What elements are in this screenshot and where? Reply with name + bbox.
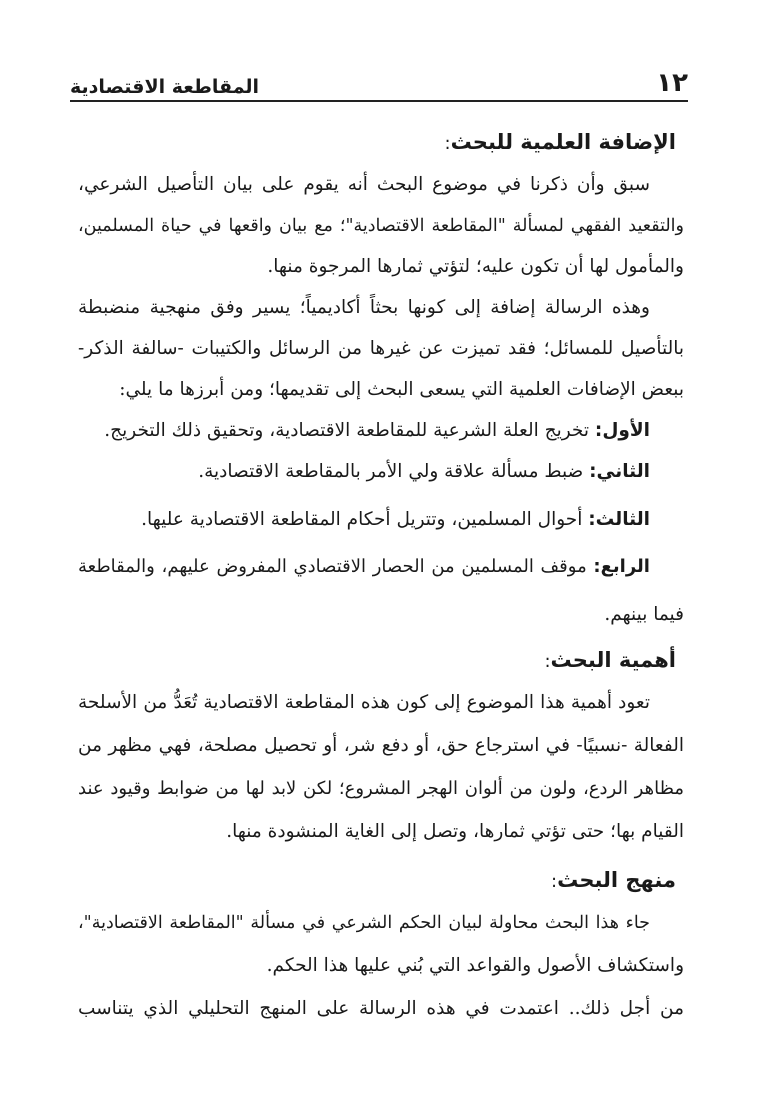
section-heading-scholarly-contribution: الإضافة العلمية للبحث:	[444, 130, 676, 154]
paragraph-line: والمأمول لها أن تكون عليه؛ لتؤتي ثمارها المرجوة منها.	[267, 256, 684, 277]
paragraph-line: ببعض الإضافات العلمية التي يسعى البحث إلى تقديمها؛ ومن أبرزها ما يلي:	[119, 379, 684, 400]
page-header	[70, 58, 688, 102]
paragraph-line: من أجل ذلك.. اعتمدت في هذه الرسالة على المنهج التحليلي الذي يتناسب	[78, 998, 684, 1019]
section-heading-importance: أهمية البحث:	[544, 648, 676, 672]
list-item-continuation: فيما بينهم.	[604, 604, 684, 625]
list-item-third: الثالث: أحوال المسلمين، وتتريل أحكام المقاطعة الاقتصادية عليها.	[141, 509, 650, 530]
paragraph-line: سبق وأن ذكرنا في موضوع البحث أنه يقوم على بيان التأصيل الشرعي،	[78, 174, 650, 195]
list-item-first: الأول: تخريج العلة الشرعية للمقاطعة الاقتصادية، وتحقيق ذلك التخريج.	[104, 420, 650, 441]
page-number: ١٢	[656, 68, 688, 98]
paragraph-line: مظاهر الردع، ولون من ألوان الهجر المشروع؛ لكن لابد لها من ضوابط وقيود عند	[78, 778, 684, 799]
paragraph-line: وهذه الرسالة إضافة إلى كونها بحثاً أكاديمياً؛ يسير وفق منهجية منضبطة	[78, 297, 650, 318]
list-item-second: الثاني: ضبط مسألة علاقة ولي الأمر بالمقاطعة الاقتصادية.	[198, 461, 650, 482]
paragraph-line: بالتأصيل للمسائل؛ فقد تميزت عن غيرها من الرسائل والكتيبات -سالفة الذكر-	[78, 338, 684, 359]
list-item-fourth: الرابع: موقف المسلمين من الحصار الاقتصادي المفروض عليهم، والمقاطعة	[78, 556, 650, 577]
paragraph-line: الفعالة -نسبيًا- في استرجاع حق، أو دفع شر، أو تحصيل مصلحة، فهي مظهر من	[78, 735, 684, 756]
paragraph-line: واستكشاف الأصول والقواعد التي بُني عليها هذا الحكم.	[266, 955, 684, 976]
paragraph-line: القيام بها؛ حتى تؤتي ثمارها، وتصل إلى الغاية المنشودة منها.	[226, 821, 684, 842]
section-heading-methodology: منهج البحث:	[551, 868, 676, 892]
running-title: المقاطعة الاقتصادية	[70, 76, 260, 98]
paragraph-line: والتقعيد الفقهي لمسألة "المقاطعة الاقتصادية"؛ مع بيان واقعها في حياة المسلمين،	[78, 216, 684, 236]
paragraph-line: جاء هذا البحث محاولة لبيان الحكم الشرعي في مسألة "المقاطعة الاقتصادية"،	[78, 913, 650, 933]
paragraph-line: تعود أهمية هذا الموضوع إلى كون هذه المقاطعة الاقتصادية تُعَدُّ من الأسلحة	[78, 692, 650, 713]
